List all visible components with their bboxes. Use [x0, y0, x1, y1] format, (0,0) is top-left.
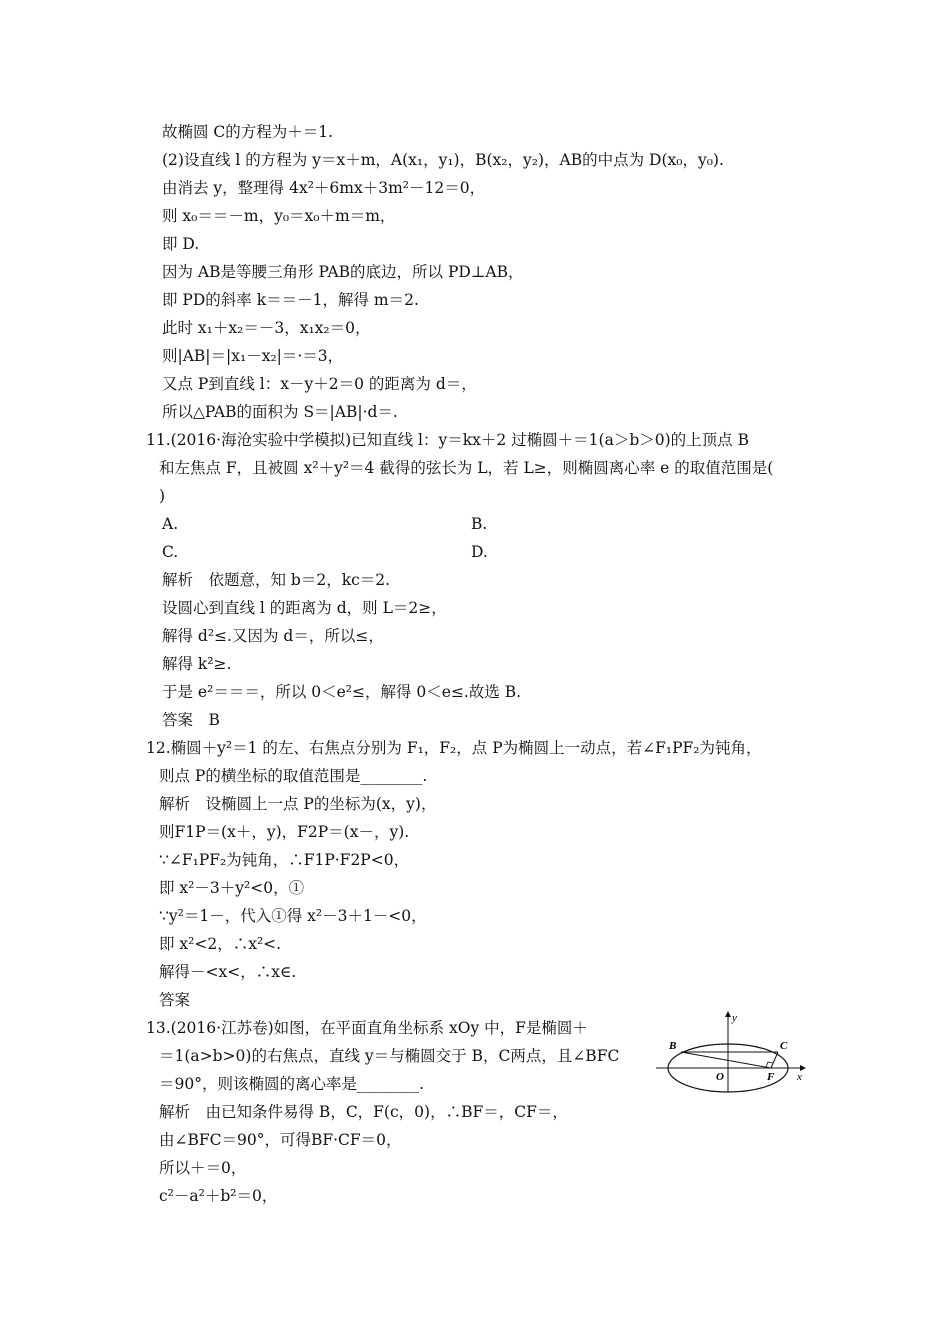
text-line: ∵y²＝1－，代入①得 x²－3＋1－<0，	[159, 907, 427, 925]
text-line: 则点 P的横坐标的取值范围是________.	[159, 767, 428, 785]
question-13-stem: 13.(2016·江苏卷)如图，在平面直角坐标系 xOy 中，F是椭圆＋	[146, 1019, 588, 1037]
text-line: ∵∠F₁PF₂为钝角，∴F1P·F2P<0，	[159, 851, 410, 869]
text-line: 解得－<x<，∴x∈.	[159, 963, 297, 981]
option-a: A.	[162, 515, 179, 533]
text-line: 答案 B	[162, 711, 220, 729]
y-axis-arrow	[725, 1011, 731, 1017]
ellipse-figure	[654, 1010, 810, 1094]
text-line: 则 x₀＝＝－m，y₀＝x₀＋m＝m，	[162, 207, 396, 225]
text-line: (2)设直线 l 的方程为 y＝x＋m，A(x₁，y₁)，B(x₂，y₂)，AB的中点为 D(x₀，y₀).	[162, 151, 724, 169]
text-line: 解得 k²≥.	[162, 655, 232, 673]
text-line: 解得 d²≤.又因为 d＝，所以≤，	[162, 627, 384, 645]
text-line: 由消去 y，整理得 4x²＋6mx＋3m²－12＝0，	[162, 179, 486, 197]
label-o: O	[716, 1071, 724, 1083]
label-f: F	[767, 1071, 775, 1083]
segment-cf	[771, 1052, 778, 1068]
text-line: 答案	[159, 991, 191, 1009]
text-line: 于是 e²＝＝＝，所以 0＜e²≤，解得 0＜e≤.故选 B.	[162, 683, 522, 701]
segment-bf	[681, 1052, 771, 1068]
option-c: C.	[162, 543, 179, 561]
text-line: ＝1(a>b>0)的右焦点，直线 y＝与椭圆交于 B，C两点，且∠BFC	[159, 1047, 620, 1065]
label-y: y	[732, 1012, 737, 1024]
text-line: 即 D.	[162, 235, 200, 253]
text-line: c²－a²＋b²＝0，	[159, 1187, 278, 1205]
question-12-stem: 12.椭圆＋y²＝1 的左、右焦点分别为 F₁，F₂，点 P为椭圆上一动点，若∠F₁PF₂为钝角，	[146, 739, 762, 757]
text-line: 又点 P到直线 l：x－y＋2＝0 的距离为 d＝，	[162, 375, 477, 393]
option-d: D.	[471, 543, 488, 561]
text-line: 设圆心到直线 l 的距离为 d，则 L＝2≥，	[162, 599, 447, 617]
label-x: x	[797, 1071, 802, 1083]
text-line: 即 x²<2，∴x²<.	[159, 935, 282, 953]
text-line: 故椭圆 C的方程为＋＝1.	[162, 123, 334, 141]
text-line: 由∠BFC＝90°，可得BF·CF＝0，	[159, 1131, 402, 1149]
text-line: 解析 设椭圆上一点 P的坐标为(x，y)，	[159, 795, 437, 813]
text-line: 所以＋＝0，	[159, 1159, 247, 1177]
text-line: 解析 依题意，知 b＝2，kc＝2.	[162, 571, 391, 589]
text-line: ＝90°，则该椭圆的离心率是________.	[159, 1075, 424, 1093]
option-b: B.	[471, 515, 488, 533]
text-line: 则F1P＝(x＋，y)，F2P＝(x－，y).	[159, 823, 410, 841]
text-line: 即 x²－3＋y²<0，①	[159, 879, 305, 897]
text-line: 因为 AB是等腰三角形 PAB的底边，所以 PD⊥AB，	[162, 263, 524, 281]
ellipse-diagram	[654, 1010, 810, 1094]
text-line: )	[159, 487, 166, 505]
label-c: C	[780, 1040, 788, 1052]
text-line: 此时 x₁＋x₂＝－3，x₁x₂＝0，	[162, 319, 371, 337]
text-line: 则|AB|＝|x₁－x₂|＝·＝3，	[162, 347, 344, 365]
text-line: 即 PD的斜率 k＝＝－1，解得 m＝2.	[162, 291, 419, 309]
text-line: 和左焦点 F，且被圆 x²＋y²＝4 截得的弦长为 L，若 L≥，则椭圆离心率 e 的取值范围是(	[159, 459, 774, 477]
label-b: B	[669, 1040, 677, 1052]
text-line: 所以△PAB的面积为 S＝|AB|·d＝.	[162, 403, 398, 421]
text-line: 解析 由已知条件易得 B，C，F(c，0)，∴BF＝，CF＝，	[159, 1103, 568, 1121]
question-11-stem: 11.(2016·海沧实验中学模拟)已知直线 l：y＝kx＋2 过椭圆＋＝1(a＞b＞0)的上顶点 B	[146, 431, 749, 449]
